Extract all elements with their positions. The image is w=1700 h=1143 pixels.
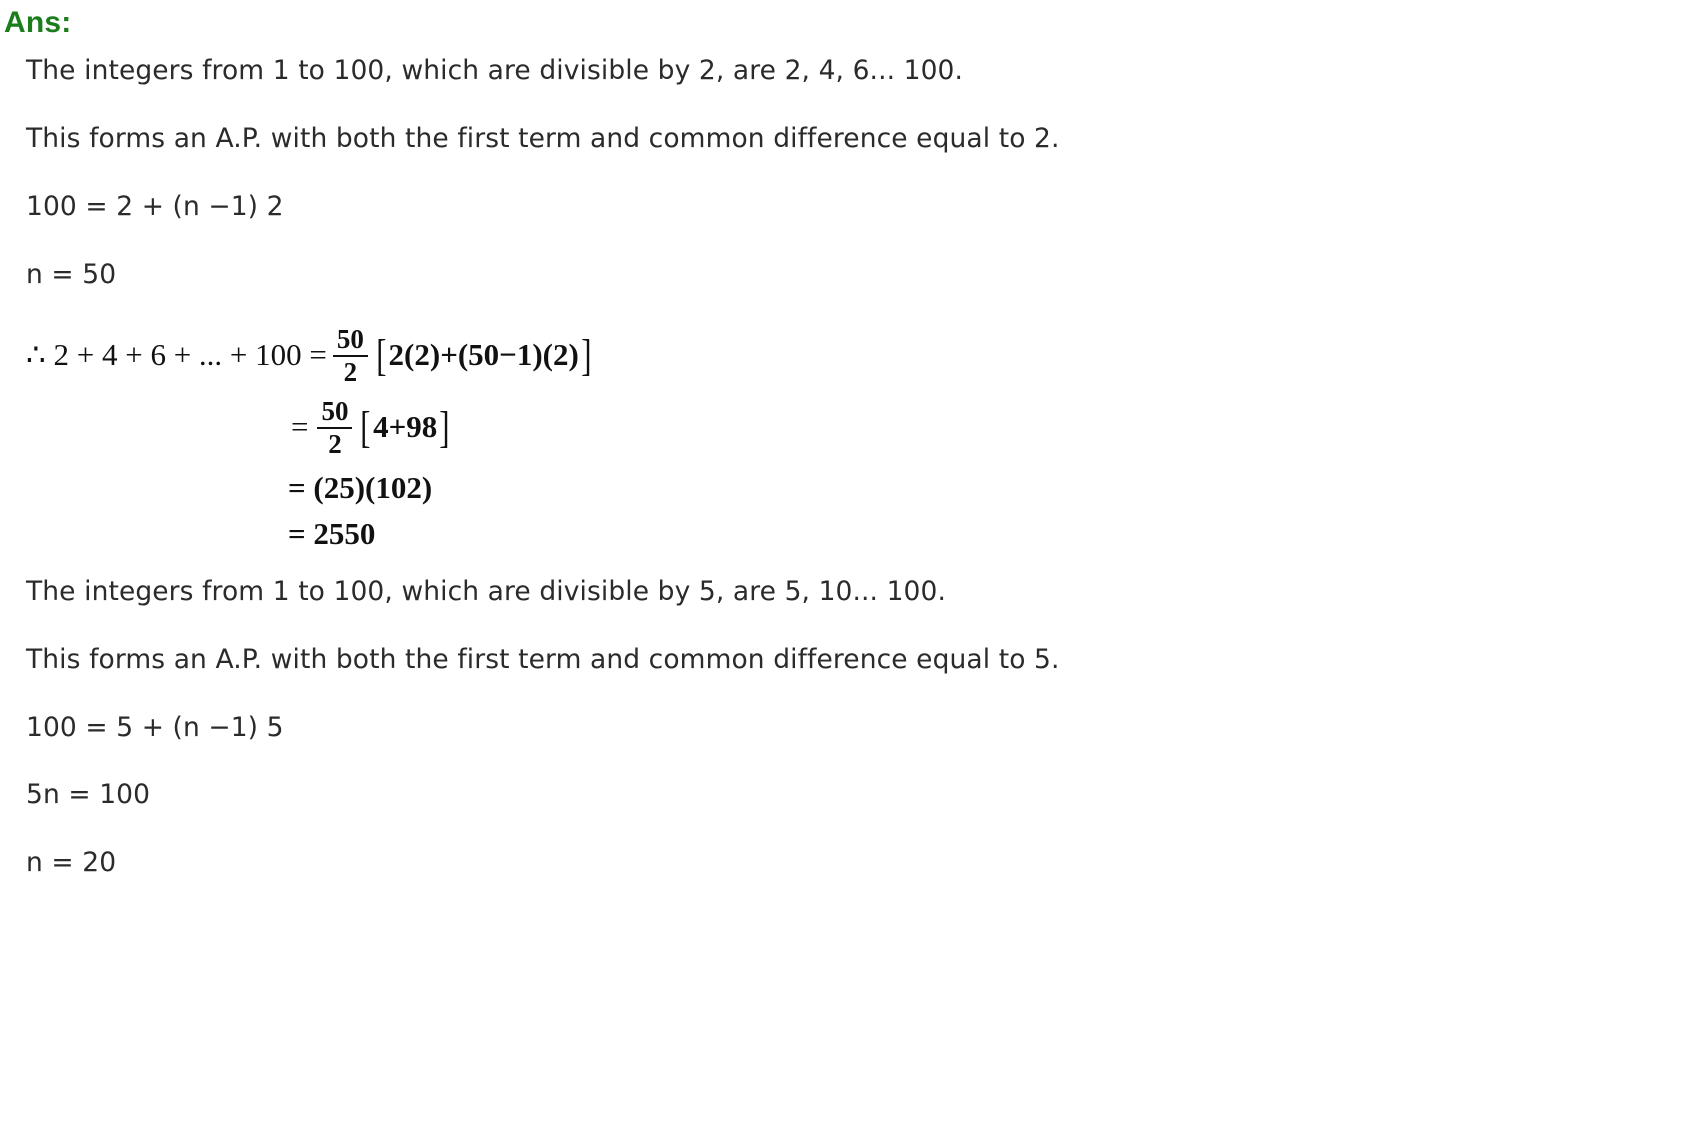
bracket-open-2: [ <box>360 403 371 453</box>
bracket-close-1: ] <box>581 331 592 381</box>
paragraph-divisible-by-2: The integers from 1 to 100, which are divisible by 2, are 2, 4, 6... 100. <box>26 55 964 86</box>
math-line-3 <box>288 469 1700 505</box>
math-line-4-text: = 2550 <box>288 516 376 552</box>
bracket-close-2: ] <box>439 403 450 453</box>
math-line-2-equals: = <box>291 409 309 445</box>
math-line-3-text: = (25)(102) <box>288 469 433 505</box>
math-line-1-body: 2(2)+(50−1)(2) <box>388 337 579 373</box>
fraction-denominator: 2 <box>343 356 358 387</box>
fraction-50-over-2-a <box>333 323 368 387</box>
paragraph-divisible-by-5: The integers from 1 to 100, which are divisible by 5, are 5, 10... 100. <box>26 575 946 607</box>
paragraph-ap-definition-5: This forms an A.P. with both the first term and common difference equal to 5. <box>26 643 1060 675</box>
bracket-open-1: [ <box>376 331 387 381</box>
paragraph-ap-definition-2: This forms an A.P. with both the first term and common difference equal to 2. <box>26 122 1060 154</box>
equation-5n-equals-100: 5n = 100 <box>26 779 151 811</box>
equation-nth-term-5: 100 = 5 + (n −1) 5 <box>26 711 284 743</box>
sum-derivation-block <box>0 323 1700 552</box>
fraction-denominator: 2 <box>328 428 342 459</box>
answer-heading: Ans: <box>4 6 72 39</box>
math-line-1-lhs: ∴ 2 + 4 + 6 + ... + 100 = <box>26 337 327 373</box>
answer-page <box>0 6 1700 1143</box>
math-line-2-body: 4+98 <box>373 409 438 445</box>
fraction-numerator: 50 <box>336 323 364 354</box>
equation-n-equals-50: n = 50 <box>26 258 117 290</box>
equation-nth-term-2: 100 = 2 + (n −1) 2 <box>26 190 284 222</box>
math-line-4 <box>288 518 1700 551</box>
fraction-numerator: 50 <box>321 395 349 426</box>
math-line-2 <box>288 395 1700 459</box>
fraction-50-over-2-b <box>317 395 352 459</box>
equation-n-equals-20: n = 20 <box>26 847 117 879</box>
math-line-1 <box>26 323 1700 387</box>
